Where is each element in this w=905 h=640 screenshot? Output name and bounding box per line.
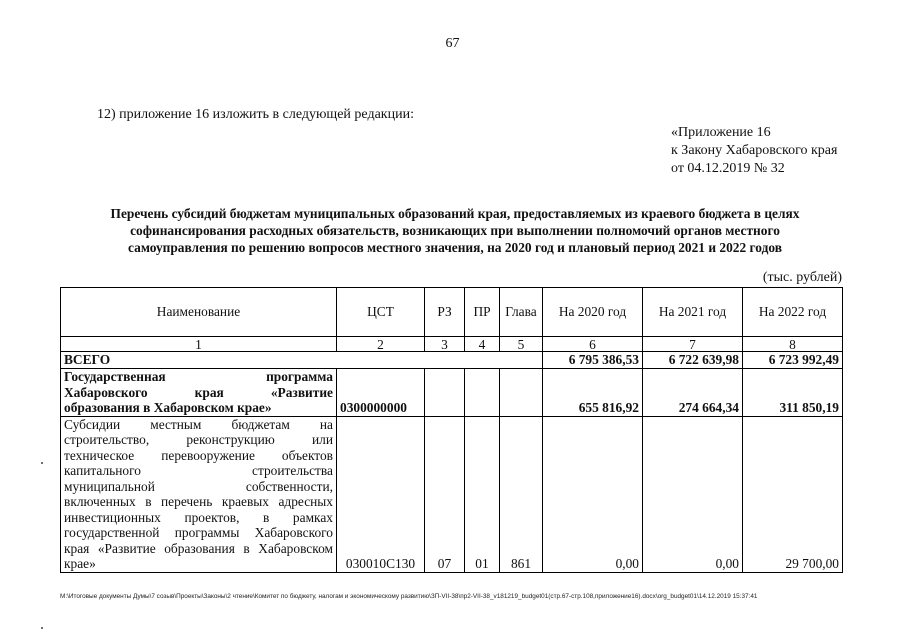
program-2022: 311 850,19 xyxy=(743,369,843,417)
document-title xyxy=(70,205,840,256)
subsidy-2022: 29 700,00 xyxy=(743,416,843,572)
subsidy-name-line: Субсидии местным бюджетам на xyxy=(64,416,333,432)
appendix-reference xyxy=(671,124,837,178)
program-rz xyxy=(425,369,465,417)
program-glava xyxy=(500,369,543,417)
subsidy-name-line: капитального строительства xyxy=(64,463,333,478)
total-2021: 6 722 639,98 xyxy=(643,352,743,369)
header-rz: РЗ xyxy=(425,288,465,337)
program-name-line: Государственная программа xyxy=(64,369,333,384)
subsidy-glava: 861 xyxy=(500,416,543,572)
footer-file-path: M:\Итоговые документы Думы\7 созыв\Проекты\Законы\2 чтение\Комитет по бюджету, налогам и экономическому развитию\ЗП-VII-38\пр2-VII-38_v181219_budget01(стр.67-стр.108,приложение16).docx\org_budget01\14.12.2019 15:37:41 xyxy=(60,593,758,600)
header-cst: ЦСТ xyxy=(337,288,425,337)
subsidy-pr: 01 xyxy=(465,416,500,572)
title-line-2: софинансирования расходных обязательств, возникающих при выполнении полномочий органов местного xyxy=(130,223,780,238)
total-2020: 6 795 386,53 xyxy=(543,352,643,369)
scan-margin-mark xyxy=(41,462,43,464)
col-number: 8 xyxy=(743,337,843,352)
intro-text: 12) приложение 16 изложить в следующей редакции: xyxy=(97,107,414,122)
subsidy-name-line: муниципальной собственности, xyxy=(64,478,333,494)
header-glava: Глава xyxy=(500,288,543,337)
header-2021: На 2021 год xyxy=(643,288,743,337)
header-name: Наименование xyxy=(61,288,337,337)
header-2020: На 2020 год xyxy=(543,288,643,337)
subsidy-name-line: инвестиционных проектов, в рамках xyxy=(64,509,333,525)
col-number: 4 xyxy=(465,337,500,352)
subsidy-name-line: края «Развитие образования в Хабаровском xyxy=(64,540,333,556)
subsidy-name xyxy=(61,416,337,572)
subsidy-row xyxy=(61,416,843,572)
title-line-3: самоуправления по решению вопросов местного значения, на 2020 год и плановый период 2021 и 2022 годов xyxy=(128,240,782,255)
subsidy-cst: 030010С130 xyxy=(337,416,425,572)
total-label: ВСЕГО xyxy=(61,352,543,369)
col-number: 1 xyxy=(61,337,337,352)
total-row xyxy=(61,352,843,369)
subsidy-name-line: включенных в перечень краевых адресных xyxy=(64,494,333,509)
header-pr: ПР xyxy=(465,288,500,337)
col-number: 5 xyxy=(500,337,543,352)
program-pr xyxy=(465,369,500,417)
appendix-line-2: к Закону Хабаровского края xyxy=(671,143,838,158)
page-number: 67 xyxy=(445,36,460,51)
budget-table xyxy=(60,287,843,573)
header-2022: На 2022 год xyxy=(743,288,843,337)
scan-margin-mark xyxy=(41,627,43,629)
program-cst: 0300000000 xyxy=(337,369,425,417)
subsidy-2021: 0,00 xyxy=(643,416,743,572)
col-number: 3 xyxy=(425,337,465,352)
subsidy-2020: 0,00 xyxy=(543,416,643,572)
program-2020: 655 816,92 xyxy=(543,369,643,417)
appendix-line-1: «Приложение 16 xyxy=(671,125,771,140)
column-number-row xyxy=(61,337,843,352)
subsidy-name-line: строительство, реконструкцию или xyxy=(64,432,333,447)
program-name-line: Хабаровского края «Развитие xyxy=(64,384,333,400)
appendix-line-3: от 04.12.2019 № 32 xyxy=(671,161,785,176)
units-note: (тыс. рублей) xyxy=(762,270,842,285)
table-header-row xyxy=(61,288,843,337)
program-name xyxy=(61,369,337,417)
subsidy-name-line: государственной программы Хабаровского xyxy=(64,525,333,540)
program-row xyxy=(61,369,843,417)
title-line-1: Перечень субсидий бюджетам муниципальных образований края, предоставляемых из краевого бюджета в целях xyxy=(110,206,800,221)
subsidy-name-line: крае» xyxy=(64,556,96,571)
total-2022: 6 723 992,49 xyxy=(743,352,843,369)
subsidy-name-line: техническое перевооружение объектов xyxy=(64,447,333,463)
col-number: 2 xyxy=(337,337,425,352)
col-number: 7 xyxy=(643,337,743,352)
subsidy-rz: 07 xyxy=(425,416,465,572)
col-number: 6 xyxy=(543,337,643,352)
program-2021: 274 664,34 xyxy=(643,369,743,417)
program-name-line: образования в Хабаровском крае» xyxy=(64,400,272,415)
